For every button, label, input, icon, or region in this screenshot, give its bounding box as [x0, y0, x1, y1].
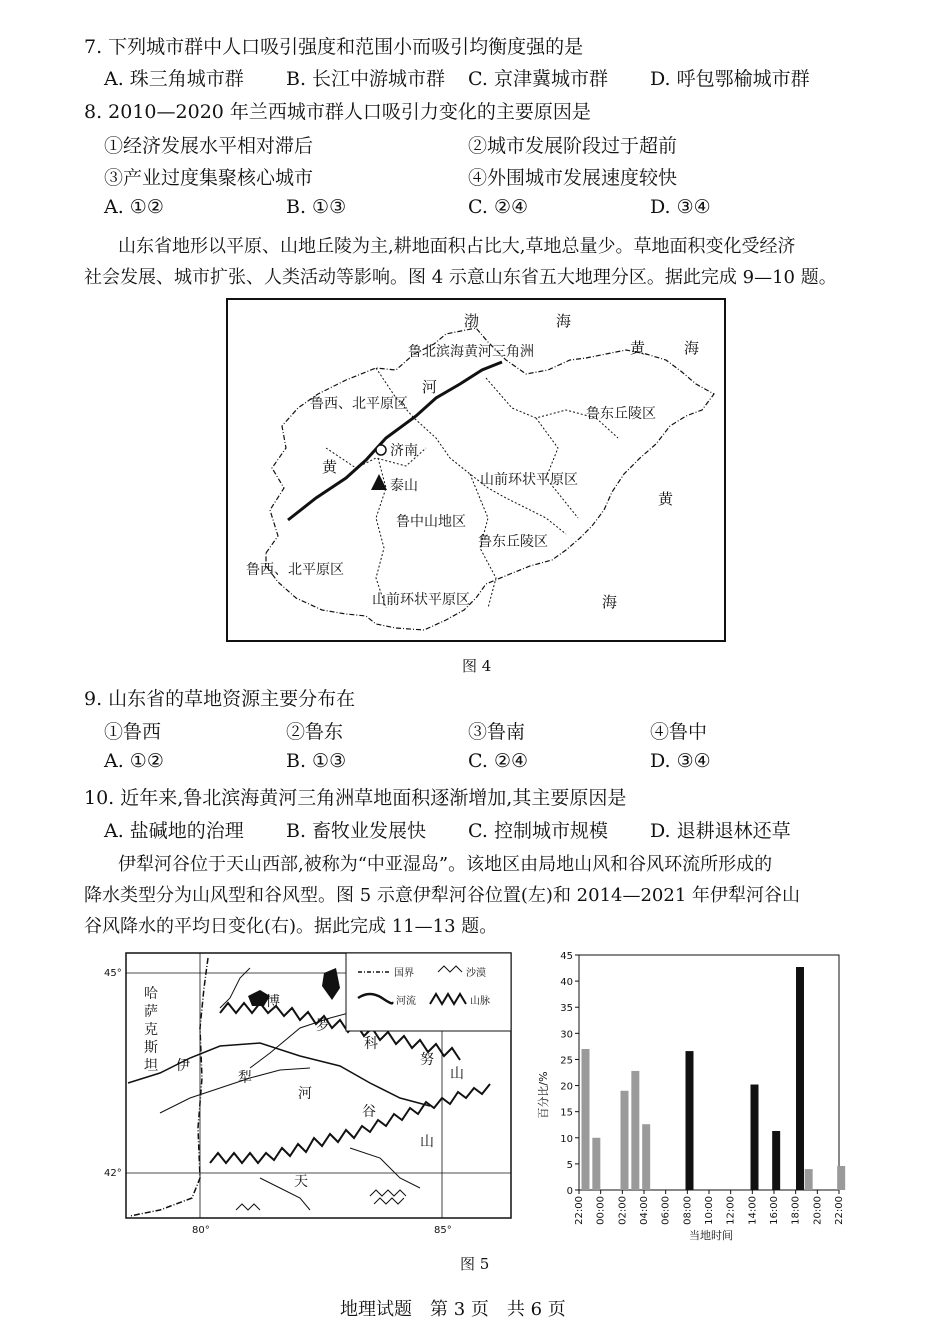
legend-mountain-label: 山脉: [470, 996, 490, 1007]
q10-option-d: D. 退耕退林还草: [650, 820, 791, 842]
y-tick-label: 15: [560, 1107, 573, 1119]
passage1-line1: 山东省地形以平原、山地丘陵为主,耕地面积占比大,草地总量少。草地面积变化受经济: [118, 236, 796, 257]
passage2-line2: 降水类型分为山风型和谷风型。图 5 示意伊犁河谷位置(左)和 2014—2021 年伊犁河谷山: [84, 885, 800, 906]
char-he: 河: [298, 1086, 312, 1102]
label-luxi-south: 鲁西、北平原区: [246, 562, 344, 578]
q9-item-2: ②鲁东: [286, 721, 344, 743]
x-tick-label: 12:00: [725, 1196, 737, 1225]
q10-option-b: B. 畜牧业发展快: [286, 820, 427, 842]
label-hai-bottom: 海: [602, 593, 618, 611]
y-tick-label: 45: [560, 951, 573, 962]
label-jinan: 济南: [390, 443, 418, 459]
bar-valley-wind: [751, 1085, 759, 1190]
q8-option-d: D. ③④: [650, 196, 711, 218]
label-luxi-north: 鲁西、北平原区: [310, 396, 408, 412]
char-nu: 努: [420, 1052, 434, 1068]
label-bohai-1: 渤: [464, 312, 480, 330]
kazakh-char-5: 坦: [144, 1058, 158, 1074]
kazakh-char-2: 萨: [144, 1004, 158, 1020]
y-tick-label: 20: [560, 1081, 573, 1093]
y-tick-label: 25: [560, 1055, 573, 1067]
bar-mountain-wind: [631, 1071, 639, 1190]
lat-45: 45°: [104, 968, 122, 979]
bar-mountain-wind: [582, 1049, 590, 1190]
x-tick-label: 04:00: [639, 1196, 650, 1225]
label-delta: 鲁北滨海黄河三角洲: [408, 344, 534, 360]
label-ludong-hill-2: 鲁东丘陵区: [478, 534, 548, 550]
q9-option-a: A. ①②: [104, 750, 164, 772]
bar-mountain-wind: [837, 1166, 845, 1190]
q10-option-c: C. 控制城市规模: [468, 820, 608, 842]
label-huanghai-right: 黄: [658, 490, 674, 508]
q8-item-1: ①经济发展水平相对滞后: [104, 135, 314, 157]
q7-option-c: C. 京津冀城市群: [468, 68, 608, 90]
q10-stem: 10. 近年来,鲁北滨海黄河三角洲草地面积逐渐增加,其主要原因是: [84, 787, 627, 809]
label-shanqian-1: 山前环状平原区: [480, 472, 578, 488]
lat-42: 42°: [104, 1168, 122, 1179]
bar-mountain-wind: [592, 1138, 600, 1190]
label-river-he: 河: [422, 378, 438, 396]
char-tian: 天: [294, 1174, 308, 1190]
x-tick-label: 22:00: [574, 1196, 585, 1225]
x-tick-label: 00:00: [595, 1196, 607, 1225]
q8-stem: 8. 2010—2020 年兰西城市群人口吸引力变化的主要原因是: [84, 101, 591, 123]
passage2-line3: 谷风降水的平均日变化(右)。据此完成 11—13 题。: [84, 916, 498, 937]
label-huanghai-top-1: 黄: [630, 339, 646, 357]
bar-valley-wind: [686, 1051, 694, 1190]
char-ke: 科: [364, 1036, 378, 1052]
y-tick-label: 35: [560, 1003, 573, 1015]
q9-option-c: C. ②④: [468, 750, 529, 772]
y-tick-label: 0: [566, 1186, 573, 1197]
q7-stem: 7. 下列城市群中人口吸引强度和范围小而吸引均衡度强的是: [84, 36, 584, 58]
q7-option-b: B. 长江中游城市群: [286, 68, 446, 90]
x-tick-label: 20:00: [812, 1196, 824, 1225]
q9-item-4: ④鲁中: [650, 721, 708, 743]
x-tick-label: 22:00: [834, 1196, 845, 1225]
char-shan-2: 山: [420, 1134, 434, 1150]
q9-stem: 9. 山东省的草地资源主要分布在: [84, 688, 356, 710]
legend-river-label: 河流: [396, 996, 416, 1007]
q9-option-b: B. ①③: [286, 750, 347, 772]
bar-mountain-wind: [621, 1091, 629, 1190]
passage1-line2: 社会发展、城市扩张、人类活动等影响。图 4 示意山东省五大地理分区。据此完成 9—10 题。: [84, 267, 837, 288]
q8-option-a: A. ①②: [104, 196, 164, 218]
y-tick-label: 30: [560, 1029, 573, 1041]
chart-xlabel: 当地时间: [689, 1229, 733, 1242]
legend-border-label: 国界: [394, 968, 414, 979]
page-footer: 地理试题 第 3 页 共 6 页: [340, 1299, 566, 1320]
figure-4-caption: 图 4: [462, 657, 492, 675]
q8-option-b: B. ①③: [286, 196, 347, 218]
bar-valley-wind: [772, 1131, 780, 1190]
label-river-huang: 黄: [322, 458, 338, 476]
kazakh-char-3: 克: [144, 1022, 158, 1038]
q9-option-d: D. ③④: [650, 750, 711, 772]
char-gu: 谷: [362, 1104, 376, 1120]
q10-option-a: A. 盐碱地的治理: [104, 820, 244, 842]
char-li: 犁: [238, 1070, 252, 1086]
q8-option-c: C. ②④: [468, 196, 529, 218]
x-tick-label: 18:00: [790, 1196, 802, 1225]
figure-5-caption: 图 5: [460, 1255, 490, 1273]
x-tick-label: 08:00: [682, 1196, 694, 1225]
q7-option-a: A. 珠三角城市群: [104, 68, 244, 90]
q9-item-3: ③鲁南: [468, 721, 526, 743]
char-luo: 罗: [316, 1018, 330, 1034]
y-tick-label: 10: [560, 1133, 573, 1145]
jinan-marker: [376, 445, 386, 455]
char-shan-1: 山: [450, 1066, 464, 1082]
q8-item-4: ④外围城市发展速度较快: [468, 167, 678, 189]
y-tick-label: 5: [566, 1159, 573, 1171]
q7-option-d: D. 呼包鄂榆城市群: [650, 68, 810, 90]
x-tick-label: 06:00: [660, 1196, 672, 1225]
label-huanghai-top-2: 海: [684, 339, 700, 357]
char-yi: 伊: [176, 1058, 190, 1074]
figure-5-chart: [535, 945, 855, 1245]
q8-item-3: ③产业过度集聚核心城市: [104, 167, 314, 189]
label-taishan: 泰山: [390, 478, 418, 494]
label-luzhong: 鲁中山地区: [396, 514, 466, 530]
q8-item-2: ②城市发展阶段过于超前: [468, 135, 678, 157]
q9-item-1: ①鲁西: [104, 721, 162, 743]
bar-valley-wind: [796, 967, 804, 1190]
figure-5-map: [100, 948, 525, 1243]
kazakh-char-4: 斯: [144, 1040, 158, 1056]
legend-desert-label: 沙漠: [466, 968, 486, 979]
char-bo: 博: [266, 994, 280, 1010]
figure-4-map: [226, 298, 726, 642]
lon-80: 80°: [192, 1225, 210, 1236]
label-shanqian-2: 山前环状平原区: [372, 592, 470, 608]
kazakh-char-1: 哈: [144, 986, 158, 1002]
passage2-line1: 伊犁河谷位于天山西部,被称为“中亚湿岛”。该地区由局地山风和谷风环流所形成的: [118, 854, 773, 875]
x-tick-label: 02:00: [617, 1196, 629, 1225]
bar-mountain-wind: [642, 1124, 650, 1190]
lon-85: 85°: [434, 1225, 452, 1236]
label-ludong-hill-1: 鲁东丘陵区: [586, 406, 656, 422]
chart-ylabel: 百分比/%: [537, 1071, 550, 1119]
label-bohai-2: 海: [556, 312, 572, 330]
x-tick-label: 16:00: [769, 1196, 780, 1225]
legend-box: [346, 953, 511, 1031]
x-tick-label: 14:00: [747, 1196, 759, 1225]
bar-mountain-wind: [805, 1169, 813, 1190]
y-tick-label: 40: [560, 977, 573, 989]
x-tick-label: 10:00: [704, 1196, 715, 1225]
